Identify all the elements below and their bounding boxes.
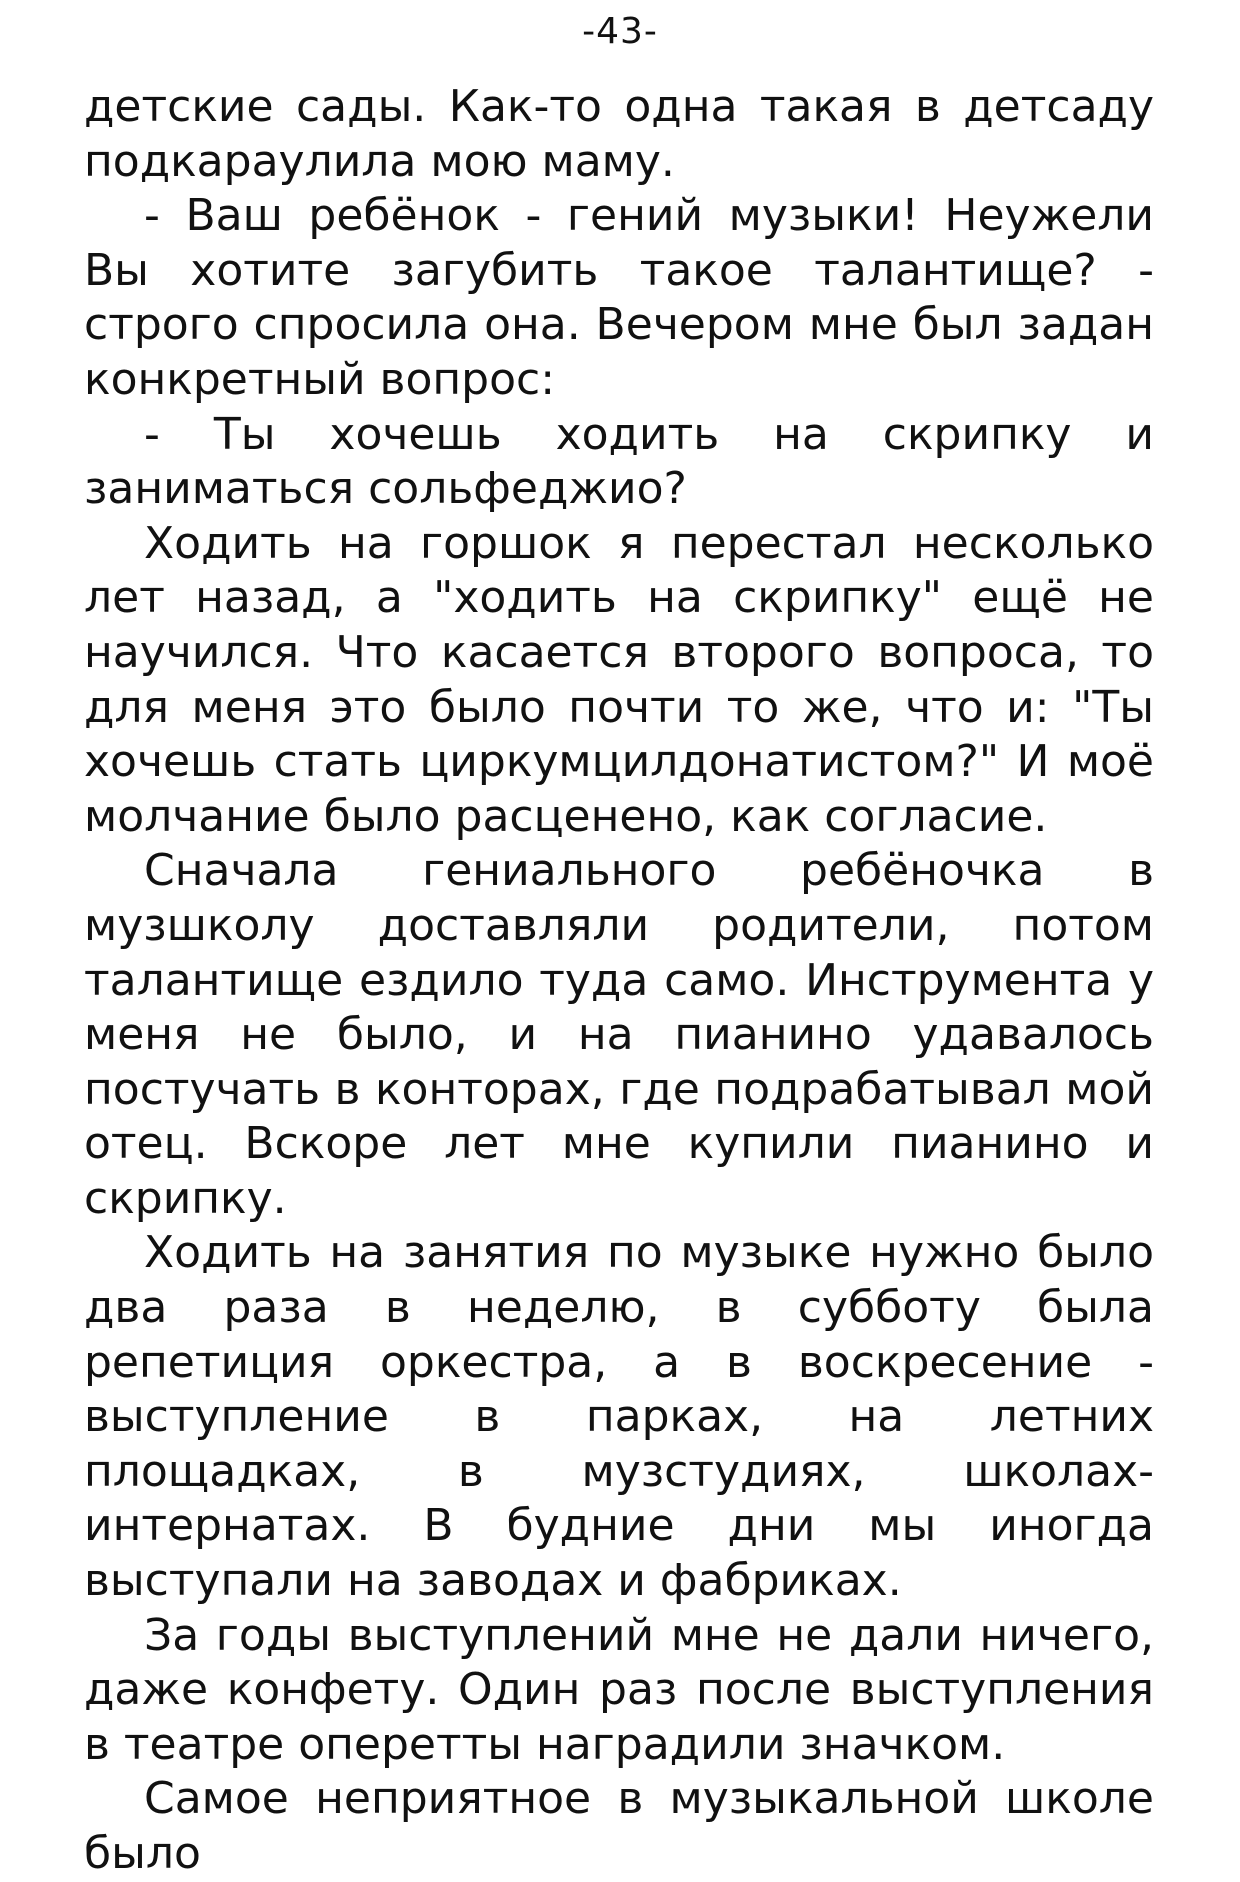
page-number: -43- — [582, 11, 658, 52]
paragraph-8: Самое неприятное в музыкальной школе было — [84, 1773, 1154, 1879]
paragraph-3-dialogue: - Ты хочешь ходить на скрипку и заниматься сольфеджио? — [84, 408, 1154, 515]
paragraph-1: детские сады. Как-то одна такая в детсаду подкараулила мою маму. — [84, 81, 1154, 187]
paragraph-4: Ходить на горшок я перестал несколько лет назад, а "ходить на скрипку" ещё не научился. Что касается второго вопроса, то для меня это было почти то же, что и: "Ты хочешь стать циркумцилдонатистом?" И моё молчание было расценено, как согласие. — [84, 517, 1154, 842]
paragraph-6: Ходить на занятия по музыке нужно было два раза в неделю, в субботу была репетиция оркестра, а в воскресение - выступление в парках, на летних площадках, в музстудиях, школах-интернатах. В будние дни мы иногда выступали на заводах и фабриках. — [84, 1227, 1154, 1607]
page-body-text — [84, 80, 1154, 1882]
paragraph-7: За годы выступлений мне не дали ничего, даже конфету. Один раз после выступления в театре оперетты наградили значком. — [84, 1609, 1154, 1770]
paragraph-5: Сначала гениального ребёночка в музшколу доставляли родители, потом талантище ездило туда само. Инструмента у меня не было, и на пианино удавалось постучать в конторах, где подрабатывал мой отец. Вскоре лет мне купили пианино и скрипку. — [84, 845, 1154, 1224]
paragraph-2-dialogue: - Ваш ребёнок - гений музыки! Неужели Вы хотите загубить такое талантище? - строго спросила она. Вечером мне был задан конкретный вопрос: — [84, 190, 1154, 405]
